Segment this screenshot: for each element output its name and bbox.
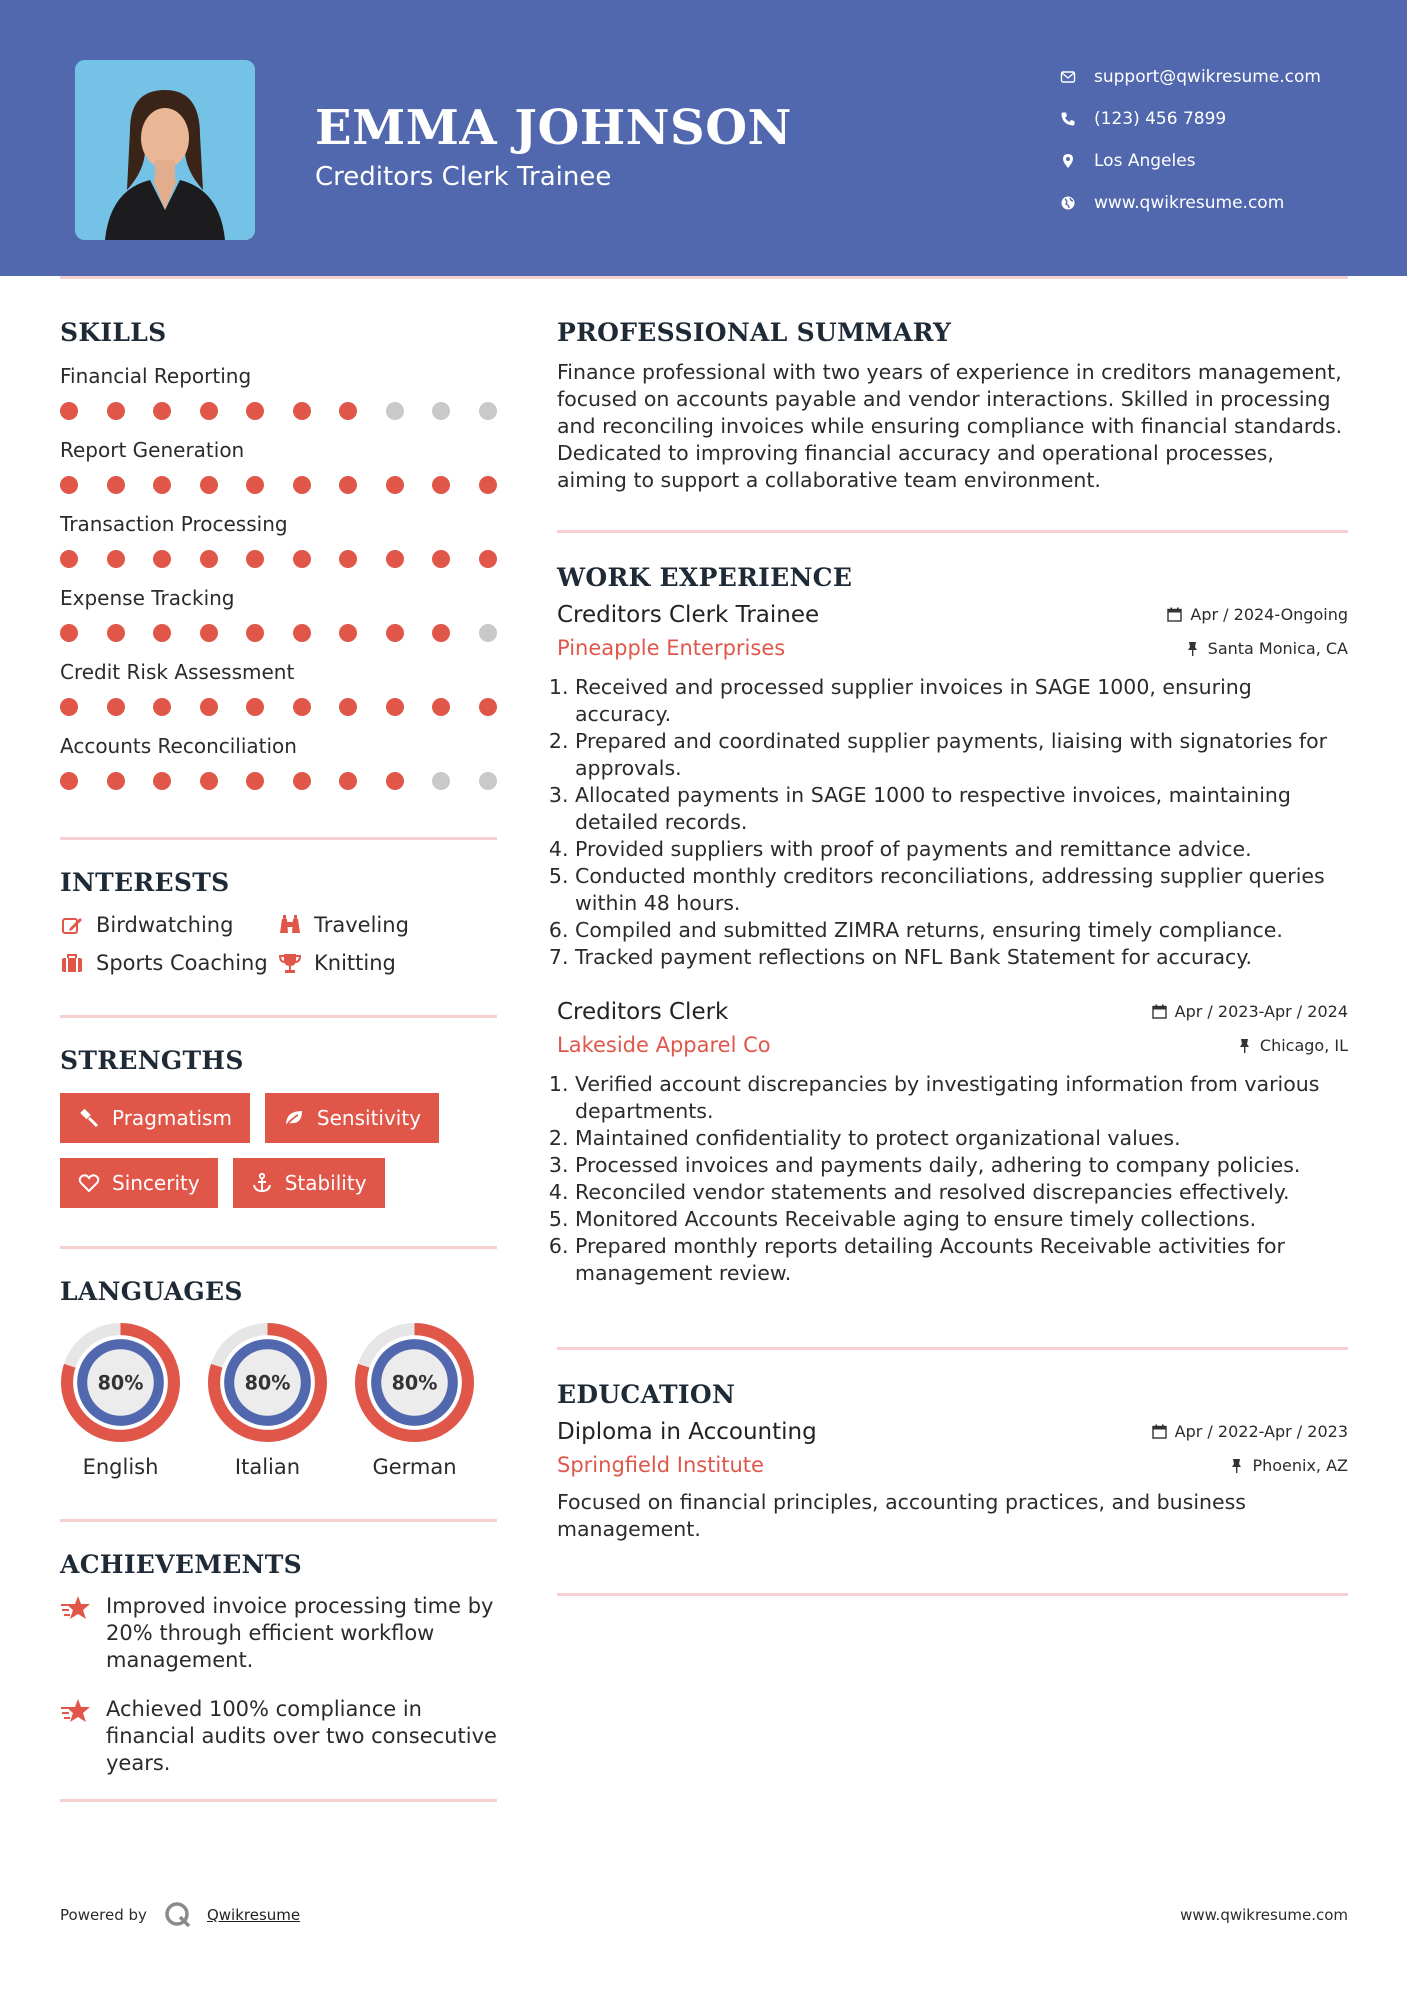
rating-dot-filled (200, 476, 218, 494)
rating-dot-filled (153, 698, 171, 716)
calendar-icon (1167, 607, 1182, 622)
rating-dot-filled (107, 624, 125, 642)
rating-dot-filled (60, 476, 78, 494)
language-ring (60, 1322, 181, 1443)
rating-dot-filled (60, 550, 78, 568)
language-name: English (82, 1455, 159, 1479)
skill-item (60, 583, 497, 653)
section-divider (60, 837, 497, 840)
interests-heading: INTERESTS (60, 868, 230, 897)
section-divider (557, 530, 1348, 533)
interest-label: Knitting (314, 951, 396, 975)
job-title: Creditors Clerk (557, 999, 729, 1025)
skill-item (60, 657, 497, 727)
skill-name: Accounts Reconciliation (60, 734, 297, 758)
skill-name: Report Generation (60, 438, 245, 462)
skill-name: Expense Tracking (60, 586, 235, 610)
profile-photo (75, 60, 255, 240)
language-name: Italian (234, 1455, 301, 1479)
rating-dot-filled (386, 698, 404, 716)
rating-dot-empty (479, 402, 497, 420)
section-divider (557, 1593, 1348, 1596)
contact-phone-text: (123) 456 7899 (1094, 109, 1227, 129)
heart-icon (78, 1172, 100, 1194)
duties-list (557, 674, 1348, 971)
achievement-text: Achieved 100% compliance in financial audits over two consecutive years. (106, 1697, 497, 1775)
language-ring (354, 1322, 475, 1443)
language-item (60, 1322, 181, 1479)
summary-heading: PROFESSIONAL SUMMARY (557, 318, 952, 347)
section-divider (557, 1347, 1348, 1350)
education-location (1229, 1456, 1348, 1475)
candidate-title: Creditors Clerk Trainee (315, 162, 612, 192)
rating-dot-filled (339, 550, 357, 568)
rating-dot-filled (107, 550, 125, 568)
languages-list (60, 1322, 497, 1479)
qwikresume-link[interactable]: Qwikresume (206, 1906, 301, 1924)
skill-rating (60, 761, 497, 801)
envelope-icon (1050, 69, 1086, 85)
rating-dot-filled (246, 624, 264, 642)
rating-dot-filled (246, 476, 264, 494)
header-divider (60, 276, 1348, 279)
rating-dot-filled (479, 476, 497, 494)
skill-item (60, 435, 497, 505)
job-date-text: Apr / 2023-Apr / 2024 (1174, 1002, 1348, 1021)
rating-dot-filled (60, 402, 78, 420)
rating-dot-filled (60, 698, 78, 716)
star-badge-icon (60, 1593, 92, 1623)
language-item (207, 1322, 328, 1479)
degree-title: Diploma in Accounting (557, 1419, 817, 1445)
achievement-item (60, 1696, 497, 1777)
strength-tag (60, 1158, 218, 1208)
qwikresume-logo-icon (163, 1900, 193, 1930)
rating-dot-filled (153, 550, 171, 568)
person-portrait-icon (75, 60, 255, 240)
duty-item: 2. Prepared and coordinated supplier payments, liaising with signatories for approvals. (575, 728, 1348, 782)
job-date-text: Apr / 2024-Ongoing (1190, 605, 1348, 624)
interest-item (278, 913, 497, 937)
rating-dot-filled (153, 772, 171, 790)
skill-name: Credit Risk Assessment (60, 660, 295, 684)
duty-item: 3. Allocated payments in SAGE 1000 to respective invoices, maintaining detailed records. (575, 782, 1348, 836)
rating-dot-filled (200, 402, 218, 420)
calendar-icon (1152, 1004, 1167, 1019)
rating-dot-filled (200, 550, 218, 568)
skill-name: Transaction Processing (60, 512, 288, 536)
footer-website[interactable]: www.qwikresume.com (1180, 1906, 1348, 1924)
job-title: Creditors Clerk Trainee (557, 602, 820, 628)
section-divider (60, 1246, 497, 1249)
skill-rating (60, 613, 497, 653)
achievement-item (60, 1593, 497, 1674)
skill-item (60, 731, 497, 801)
contact-location-text: Los Angeles (1094, 151, 1196, 171)
education-description: Focused on financial principles, accounting practices, and business management. (557, 1490, 1246, 1541)
job-entry (557, 999, 1348, 1287)
strength-tag (60, 1093, 250, 1143)
skill-item (60, 361, 497, 431)
footer-powered-by (60, 1900, 300, 1930)
duties-list (557, 1071, 1348, 1287)
company-name: Pineapple Enterprises (557, 636, 786, 660)
interest-item (60, 913, 278, 937)
rating-dot-filled (107, 772, 125, 790)
rating-dot-filled (293, 698, 311, 716)
duty-item: 5. Conducted monthly creditors reconciliations, addressing supplier queries within 48 hours. (575, 863, 1348, 917)
rating-dot-filled (339, 402, 357, 420)
rating-dot-filled (339, 698, 357, 716)
rating-dot-filled (432, 476, 450, 494)
language-item (354, 1322, 475, 1479)
languages-heading: LANGUAGES (60, 1277, 243, 1306)
pencil-icon (60, 913, 84, 937)
skill-rating (60, 391, 497, 431)
skill-rating (60, 539, 497, 579)
rating-dot-empty (432, 402, 450, 420)
language-ring (207, 1322, 328, 1443)
contact-website-text: www.qwikresume.com (1094, 193, 1285, 213)
left-column (60, 318, 497, 1802)
rating-dot-empty (479, 624, 497, 642)
duty-item: 1. Received and processed supplier invoices in SAGE 1000, ensuring accuracy. (575, 674, 1348, 728)
briefcase-icon (60, 951, 84, 975)
language-name: German (372, 1455, 457, 1479)
school-name: Springfield Institute (557, 1453, 764, 1477)
strength-label: Pragmatism (112, 1106, 232, 1130)
duty-item: 6. Prepared monthly reports detailing Accounts Receivable activities for management review. (575, 1233, 1348, 1287)
interest-label: Sports Coaching (96, 951, 268, 975)
section-divider (60, 1799, 497, 1802)
strength-label: Sensitivity (316, 1106, 422, 1130)
strength-tag (233, 1158, 385, 1208)
duty-item: 5. Monitored Accounts Receivable aging to ensure timely collections. (575, 1206, 1348, 1233)
job-entry (557, 602, 1348, 971)
rating-dot-filled (107, 402, 125, 420)
rating-dot-filled (246, 772, 264, 790)
header-banner (0, 0, 1407, 276)
interests-list (60, 913, 497, 975)
gavel-icon (78, 1107, 100, 1129)
section-divider (60, 1519, 497, 1522)
rating-dot-filled (479, 698, 497, 716)
rating-dot-filled (200, 772, 218, 790)
binoculars-icon (278, 913, 302, 937)
education-entry (557, 1419, 1348, 1543)
pushpin-icon (1237, 1038, 1252, 1053)
rating-dot-filled (246, 698, 264, 716)
rating-dot-filled (339, 476, 357, 494)
rating-dot-filled (339, 624, 357, 642)
rating-dot-empty (386, 402, 404, 420)
rating-dot-filled (153, 402, 171, 420)
powered-by-label: Powered by (60, 1906, 147, 1924)
job-location (1185, 639, 1348, 658)
trophy-icon (278, 951, 302, 975)
rating-dot-filled (386, 772, 404, 790)
rating-dot-filled (293, 402, 311, 420)
pushpin-icon (1185, 641, 1200, 656)
strength-tag (265, 1093, 439, 1143)
skill-rating (60, 687, 497, 727)
education-date-text: Apr / 2022-Apr / 2023 (1174, 1422, 1348, 1441)
interest-label: Traveling (314, 913, 409, 937)
rating-dot-filled (386, 624, 404, 642)
rating-dot-filled (293, 476, 311, 494)
language-percent: 80% (391, 1371, 438, 1395)
strengths-list (60, 1093, 497, 1208)
skill-rating (60, 465, 497, 505)
interest-label: Birdwatching (96, 913, 234, 937)
job-location (1237, 1036, 1348, 1055)
job-location-text: Chicago, IL (1259, 1035, 1348, 1055)
job-date (1152, 1002, 1348, 1021)
section-divider (60, 1015, 497, 1018)
rating-dot-filled (246, 402, 264, 420)
rating-dot-filled (60, 624, 78, 642)
contact-list (1050, 56, 1321, 224)
skills-heading: SKILLS (60, 318, 167, 347)
language-percent: 80% (97, 1371, 144, 1395)
rating-dot-filled (339, 772, 357, 790)
leaf-icon (283, 1107, 305, 1129)
phone-icon (1050, 111, 1086, 127)
contact-email-text: support@qwikresume.com (1094, 67, 1321, 87)
right-column (557, 318, 1348, 1596)
rating-dot-filled (293, 624, 311, 642)
rating-dot-filled (200, 698, 218, 716)
duty-item: 3. Processed invoices and payments daily, adhering to company policies. (575, 1152, 1348, 1179)
rating-dot-filled (293, 772, 311, 790)
rating-dot-filled (432, 624, 450, 642)
duty-item: 6. Compiled and submitted ZIMRA returns, ensuring timely compliance. (575, 917, 1348, 944)
education-location-text: Phoenix, AZ (1252, 1455, 1348, 1475)
calendar-icon (1152, 1424, 1167, 1439)
interest-item (60, 951, 278, 975)
strength-label: Sincerity (112, 1171, 200, 1195)
summary-text: Finance professional with two years of experience in creditors management, focused on accounts payable and vendor interactions. Skilled in processing and reconciling invoices while ensuring compliance with financial standards. Dedicated to improving financial accuracy and operational processes, aiming to support a collaborative team environment. (557, 360, 1343, 492)
anchor-icon (251, 1172, 273, 1194)
pushpin-icon (1229, 1458, 1244, 1473)
skill-name: Financial Reporting (60, 364, 252, 388)
candidate-name: EMMA JOHNSON (315, 100, 792, 156)
interest-item (278, 951, 497, 975)
globe-icon (1050, 195, 1086, 211)
company-name: Lakeside Apparel Co (557, 1033, 771, 1057)
duty-item: 1. Verified account discrepancies by investigating information from various departments. (575, 1071, 1348, 1125)
rating-dot-filled (60, 772, 78, 790)
star-badge-icon (60, 1696, 92, 1726)
duty-item: 4. Reconciled vendor statements and resolved discrepancies effectively. (575, 1179, 1348, 1206)
experience-heading: WORK EXPERIENCE (557, 563, 853, 592)
education-heading: EDUCATION (557, 1380, 736, 1409)
duty-item: 2. Maintained confidentiality to protect organizational values. (575, 1125, 1348, 1152)
rating-dot-filled (107, 476, 125, 494)
contact-phone[interactable] (1050, 98, 1321, 140)
rating-dot-filled (432, 550, 450, 568)
duty-item: 4. Provided suppliers with proof of payments and remittance advice. (575, 836, 1348, 863)
rating-dot-filled (107, 698, 125, 716)
rating-dot-filled (432, 698, 450, 716)
rating-dot-filled (246, 550, 264, 568)
rating-dot-empty (479, 772, 497, 790)
rating-dot-filled (386, 476, 404, 494)
contact-email[interactable] (1050, 56, 1321, 98)
rating-dot-filled (153, 624, 171, 642)
skills-list (60, 361, 497, 801)
rating-dot-filled (479, 550, 497, 568)
rating-dot-empty (432, 772, 450, 790)
rating-dot-filled (386, 550, 404, 568)
rating-dot-filled (200, 624, 218, 642)
map-marker-icon (1050, 153, 1086, 169)
strengths-heading: STRENGTHS (60, 1046, 244, 1075)
duty-item: 7. Tracked payment reflections on NFL Bank Statement for accuracy. (575, 944, 1348, 971)
rating-dot-filled (293, 550, 311, 568)
achievement-text: Improved invoice processing time by 20% through efficient workflow management. (106, 1594, 494, 1672)
achievements-heading: ACHIEVEMENTS (60, 1550, 302, 1579)
contact-website[interactable] (1050, 182, 1321, 224)
contact-location (1050, 140, 1321, 182)
job-location-text: Santa Monica, CA (1207, 638, 1348, 658)
rating-dot-filled (153, 476, 171, 494)
job-date (1167, 605, 1348, 624)
language-percent: 80% (244, 1371, 291, 1395)
skill-item (60, 509, 497, 579)
education-date (1152, 1422, 1348, 1441)
strength-label: Stability (284, 1171, 367, 1195)
